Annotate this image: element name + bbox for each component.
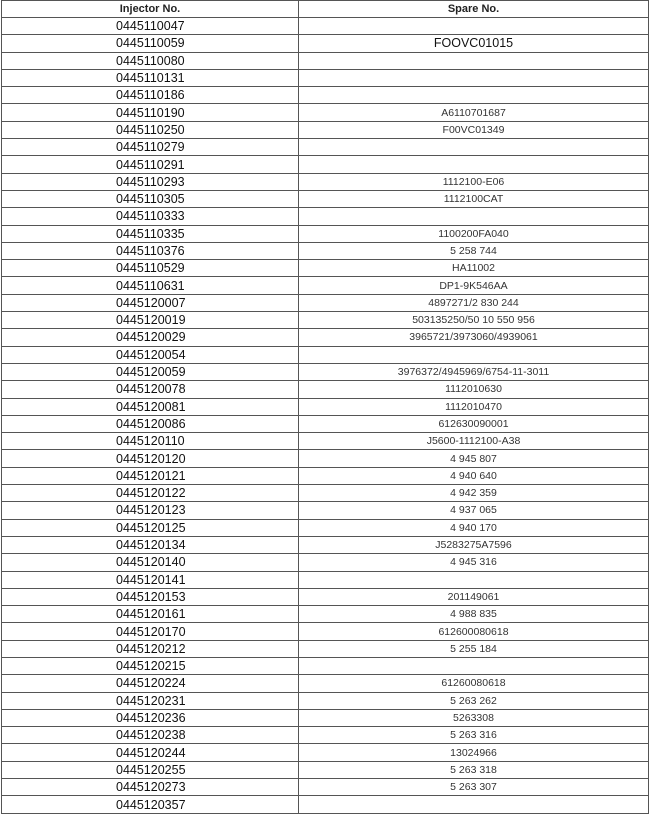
spare-number-cell [299, 69, 649, 86]
header-injector-no: Injector No. [2, 1, 299, 18]
spare-number-cell: 61260080618 [299, 675, 649, 692]
table-row [2, 381, 649, 398]
injector-number-cell: 0445120054 [2, 346, 299, 363]
table-row [2, 796, 649, 813]
table-row [2, 502, 649, 519]
injector-number-cell: 0445110131 [2, 69, 299, 86]
injector-number-cell: 0445110305 [2, 190, 299, 207]
injector-number-cell: 0445120110 [2, 433, 299, 450]
table-row [2, 69, 649, 86]
spare-number-cell: 1100200FA040 [299, 225, 649, 242]
injector-number-cell: 0445110631 [2, 277, 299, 294]
table-row [2, 536, 649, 553]
injector-number-cell: 0445120357 [2, 796, 299, 813]
injector-number-cell: 0445120019 [2, 312, 299, 329]
table-row [2, 346, 649, 363]
spare-number-cell [299, 87, 649, 104]
table-row [2, 519, 649, 536]
table-header-row [2, 1, 649, 18]
injector-number-cell: 0445110279 [2, 139, 299, 156]
spare-number-cell: 4 988 835 [299, 606, 649, 623]
table-row [2, 312, 649, 329]
injector-number-cell: 0445120122 [2, 485, 299, 502]
spare-number-cell: 1112010630 [299, 381, 649, 398]
table-row [2, 104, 649, 121]
table-row [2, 744, 649, 761]
injector-number-cell: 0445110190 [2, 104, 299, 121]
spare-number-cell: J5283275A7596 [299, 536, 649, 553]
spare-number-cell: 201149061 [299, 588, 649, 605]
injector-number-cell: 0445120244 [2, 744, 299, 761]
injector-number-cell: 0445120086 [2, 415, 299, 432]
spare-number-cell: 1112100-E06 [299, 173, 649, 190]
injector-number-cell: 0445120141 [2, 571, 299, 588]
injector-number-cell: 0445120161 [2, 606, 299, 623]
spare-number-cell: J5600-1112100-A38 [299, 433, 649, 450]
injector-number-cell: 0445110186 [2, 87, 299, 104]
table-row [2, 675, 649, 692]
injector-number-cell: 0445120081 [2, 398, 299, 415]
spare-number-cell: 3965721/3973060/4939061 [299, 329, 649, 346]
injector-spare-table [1, 0, 649, 814]
table-row [2, 727, 649, 744]
table-row [2, 35, 649, 52]
spare-number-cell: 503135250/50 10 550 956 [299, 312, 649, 329]
table-row [2, 139, 649, 156]
spare-number-cell: 4897271/2 830 244 [299, 294, 649, 311]
spare-number-cell [299, 346, 649, 363]
spare-number-cell [299, 156, 649, 173]
injector-number-cell: 0445120236 [2, 709, 299, 726]
table-row [2, 606, 649, 623]
table-row [2, 294, 649, 311]
table-row [2, 398, 649, 415]
spare-number-cell [299, 796, 649, 813]
table-row [2, 588, 649, 605]
spare-number-cell [299, 657, 649, 674]
spare-number-cell [299, 208, 649, 225]
injector-number-cell: 0445120170 [2, 623, 299, 640]
spare-number-cell: DP1-9K546AA [299, 277, 649, 294]
spare-number-cell [299, 18, 649, 35]
injector-number-cell: 0445110335 [2, 225, 299, 242]
spare-number-cell: 5 263 307 [299, 779, 649, 796]
spare-number-cell: 5 263 316 [299, 727, 649, 744]
table-row [2, 761, 649, 778]
injector-number-cell: 0445110376 [2, 242, 299, 259]
injector-number-cell: 0445110293 [2, 173, 299, 190]
injector-number-cell: 0445120078 [2, 381, 299, 398]
table-row [2, 640, 649, 657]
table-row [2, 709, 649, 726]
table-row [2, 156, 649, 173]
injector-number-cell: 0445110047 [2, 18, 299, 35]
injector-number-cell: 0445120029 [2, 329, 299, 346]
injector-number-cell: 0445120215 [2, 657, 299, 674]
table-row [2, 260, 649, 277]
spare-number-cell: FOOVC01015 [299, 35, 649, 52]
table-row [2, 450, 649, 467]
spare-number-cell [299, 139, 649, 156]
injector-number-cell: 0445120134 [2, 536, 299, 553]
injector-number-cell: 0445110250 [2, 121, 299, 138]
table-row [2, 779, 649, 796]
injector-number-cell: 0445120121 [2, 467, 299, 484]
injector-number-cell: 0445120153 [2, 588, 299, 605]
injector-number-cell: 0445120212 [2, 640, 299, 657]
table-row [2, 415, 649, 432]
table-row [2, 277, 649, 294]
injector-number-cell: 0445110059 [2, 35, 299, 52]
spare-number-cell [299, 571, 649, 588]
table-body [2, 18, 649, 814]
spare-number-cell: 612630090001 [299, 415, 649, 432]
injector-spare-table-container [1, 0, 648, 814]
table-row [2, 225, 649, 242]
injector-number-cell: 0445120140 [2, 554, 299, 571]
table-row [2, 121, 649, 138]
spare-number-cell: F00VC01349 [299, 121, 649, 138]
spare-number-cell: 4 942 359 [299, 485, 649, 502]
injector-number-cell: 0445120059 [2, 363, 299, 380]
injector-number-cell: 0445120120 [2, 450, 299, 467]
table-row [2, 87, 649, 104]
table-row [2, 208, 649, 225]
spare-number-cell: 4 940 640 [299, 467, 649, 484]
spare-number-cell: A6110701687 [299, 104, 649, 121]
injector-number-cell: 0445120123 [2, 502, 299, 519]
spare-number-cell: 1112100CAT [299, 190, 649, 207]
spare-number-cell: 5 255 184 [299, 640, 649, 657]
table-row [2, 242, 649, 259]
spare-number-cell: 4 945 316 [299, 554, 649, 571]
spare-number-cell: 5 263 262 [299, 692, 649, 709]
table-row [2, 657, 649, 674]
injector-number-cell: 0445120238 [2, 727, 299, 744]
injector-number-cell: 0445120125 [2, 519, 299, 536]
spare-number-cell: 4 940 170 [299, 519, 649, 536]
injector-number-cell: 0445120273 [2, 779, 299, 796]
injector-number-cell: 0445120224 [2, 675, 299, 692]
spare-number-cell: 612600080618 [299, 623, 649, 640]
injector-number-cell: 0445110333 [2, 208, 299, 225]
spare-number-cell: 13024966 [299, 744, 649, 761]
table-row [2, 692, 649, 709]
spare-number-cell: 3976372/4945969/6754-11-3011 [299, 363, 649, 380]
injector-number-cell: 0445110080 [2, 52, 299, 69]
table-row [2, 623, 649, 640]
injector-number-cell: 0445120255 [2, 761, 299, 778]
spare-number-cell: 4 945 807 [299, 450, 649, 467]
table-row [2, 433, 649, 450]
spare-number-cell: 5 263 318 [299, 761, 649, 778]
spare-number-cell: 5263308 [299, 709, 649, 726]
injector-number-cell: 0445110291 [2, 156, 299, 173]
spare-number-cell [299, 52, 649, 69]
table-row [2, 190, 649, 207]
injector-number-cell: 0445120007 [2, 294, 299, 311]
spare-number-cell: HA11002 [299, 260, 649, 277]
table-row [2, 329, 649, 346]
injector-number-cell: 0445110529 [2, 260, 299, 277]
table-row [2, 363, 649, 380]
table-row [2, 467, 649, 484]
table-row [2, 173, 649, 190]
table-row [2, 52, 649, 69]
table-row [2, 571, 649, 588]
table-row [2, 554, 649, 571]
header-spare-no: Spare No. [299, 1, 649, 18]
table-row [2, 485, 649, 502]
injector-number-cell: 0445120231 [2, 692, 299, 709]
spare-number-cell: 5 258 744 [299, 242, 649, 259]
table-row [2, 18, 649, 35]
spare-number-cell: 1112010470 [299, 398, 649, 415]
spare-number-cell: 4 937 065 [299, 502, 649, 519]
